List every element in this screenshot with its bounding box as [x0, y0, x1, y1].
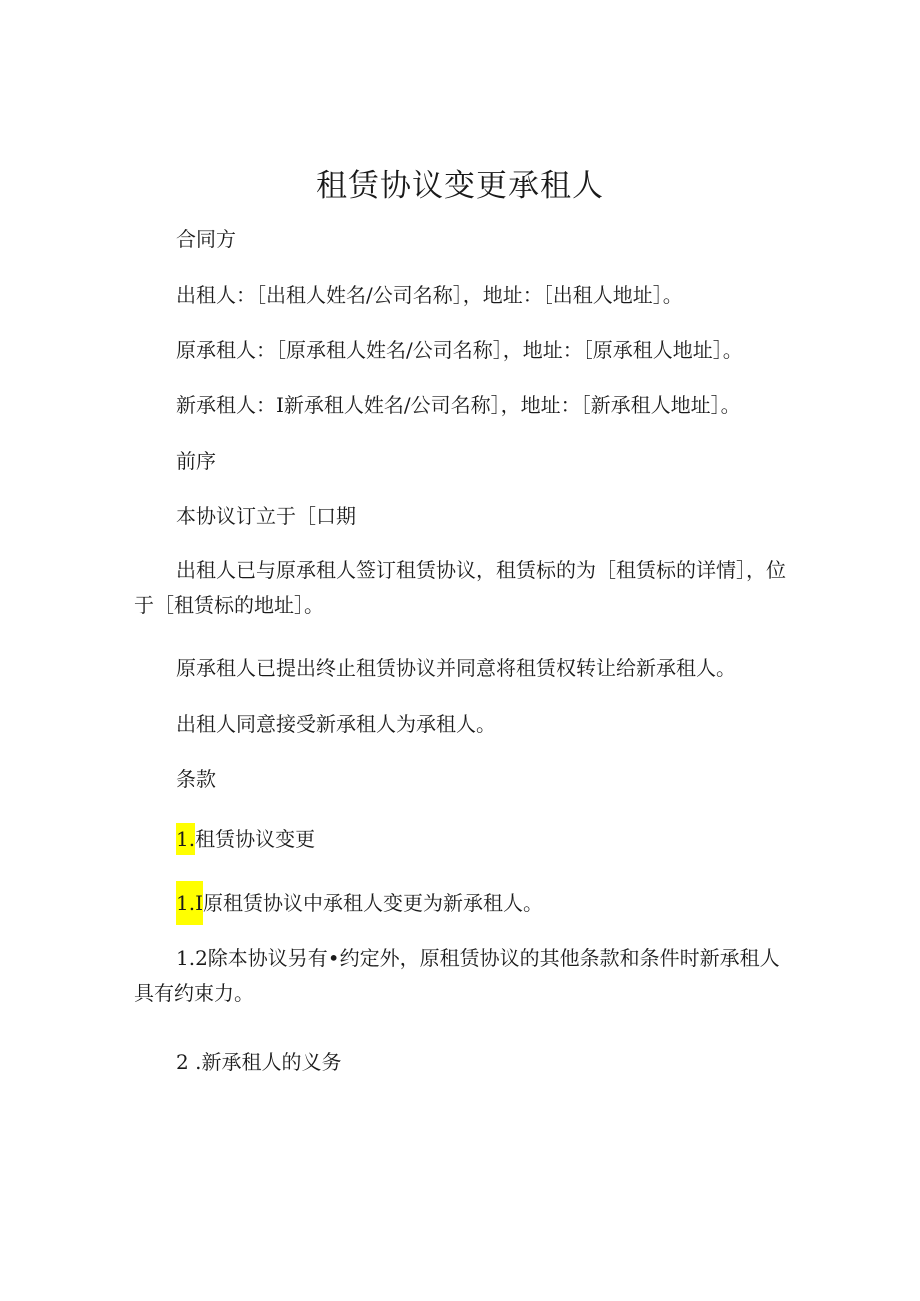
document-title: 租赁协议变更承租人	[316, 168, 604, 204]
recital-paragraph-3: 出租人同意接受新承租人为承租人。	[176, 712, 496, 736]
recital-paragraph-1: 出租人已与原承租人签订租赁协议，租赁标的为［租赁标的详情］，位于［租赁标的地址］。	[134, 558, 786, 617]
clause-1-number: 1.	[176, 823, 195, 855]
original-lessee-line: 原承租人：［原承租人姓名/公司名称］，地址：［原承租人地址］。	[176, 338, 743, 362]
signed-date-line: 本协议订立于［口期	[176, 504, 356, 528]
clause-1-1	[176, 890, 543, 916]
clause-1-1-number: 1.I	[176, 881, 203, 925]
clause-1-title: 租赁协议变更	[195, 827, 316, 851]
clause-2-heading: 2 .新承租人的义务	[176, 1050, 342, 1074]
parties-heading: 合同方	[176, 227, 236, 251]
clause-1-heading	[176, 826, 315, 852]
lessor-line: 出租人：［出租人姓名/公司名称］，地址：［出租人地址］。	[176, 283, 683, 307]
recital-paragraph-2: 原承租人已提出终止租赁协议并同意将租赁权转让给新承租人。	[176, 656, 736, 680]
preamble-heading: 前序	[176, 449, 216, 473]
clause-1-1-text: 原租赁协议中承租人变更为新承租人。	[202, 891, 543, 915]
new-lessee-line: 新承租人：I新承租人姓名/公司名称］，地址：［新承租人地址］。	[176, 393, 741, 417]
clause-1-2: 1.2除本协议另有•约定外，原租赁协议的其他条款和条件时新承租人具有约束力。	[134, 946, 780, 1005]
terms-heading: 条款	[176, 767, 216, 791]
